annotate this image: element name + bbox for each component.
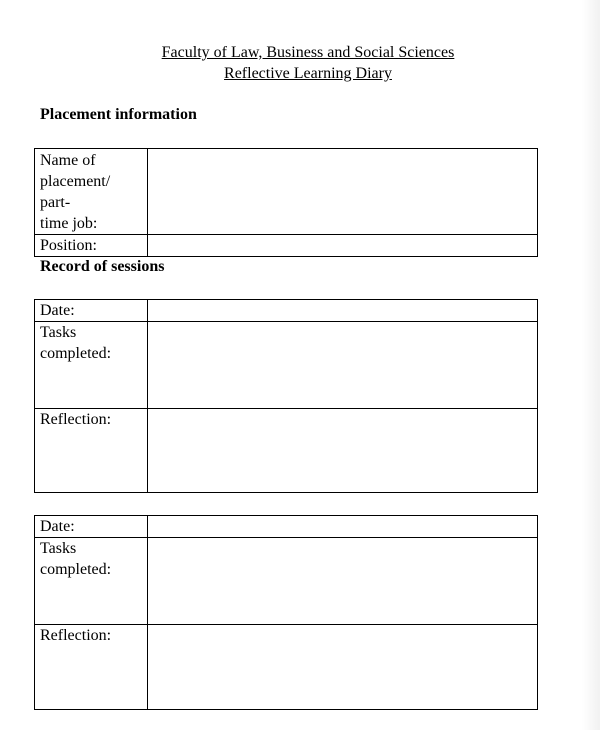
position-field[interactable] [148, 235, 538, 257]
session-tasks-row [35, 322, 538, 409]
session-date-row [35, 300, 538, 322]
placement-name-label-line-3: time job: [40, 215, 98, 232]
document-header [0, 42, 600, 84]
session-tasks-field[interactable] [148, 538, 538, 625]
session-date-label: Date: [35, 516, 148, 538]
placement-name-label-line-1: Name of [40, 152, 96, 169]
position-row [35, 235, 538, 257]
session-tasks-row [35, 538, 538, 625]
session-tasks-label: Tasks completed: [35, 538, 148, 625]
session-reflection-row [35, 625, 538, 710]
page-edge-shadow [582, 0, 600, 730]
session-date-label: Date: [35, 300, 148, 322]
session-reflection-label: Reflection: [35, 409, 148, 493]
sessions-heading: Record of sessions [40, 258, 165, 275]
session-reflection-field[interactable] [148, 625, 538, 710]
placement-table [34, 148, 538, 257]
placement-name-row [35, 149, 538, 235]
session-reflection-row [35, 409, 538, 493]
placement-name-label [35, 149, 148, 235]
placement-name-field[interactable] [148, 149, 538, 235]
session-tasks-label: Tasks completed: [35, 322, 148, 409]
session-reflection-label: Reflection: [35, 625, 148, 710]
placement-heading: Placement information [40, 106, 197, 123]
faculty-name: Faculty of Law, Business and Social Sciences [161, 44, 455, 61]
session-date-field[interactable] [148, 300, 538, 322]
session-date-field[interactable] [148, 516, 538, 538]
session-table-1 [34, 299, 538, 493]
session-date-row [35, 516, 538, 538]
placement-name-label-line-2: placement/ part- [40, 173, 111, 211]
document-title: Reflective Learning Diary [224, 65, 392, 82]
session-table-2 [34, 515, 538, 710]
session-reflection-field[interactable] [148, 409, 538, 493]
position-label: Position: [35, 235, 148, 257]
session-tasks-field[interactable] [148, 322, 538, 409]
